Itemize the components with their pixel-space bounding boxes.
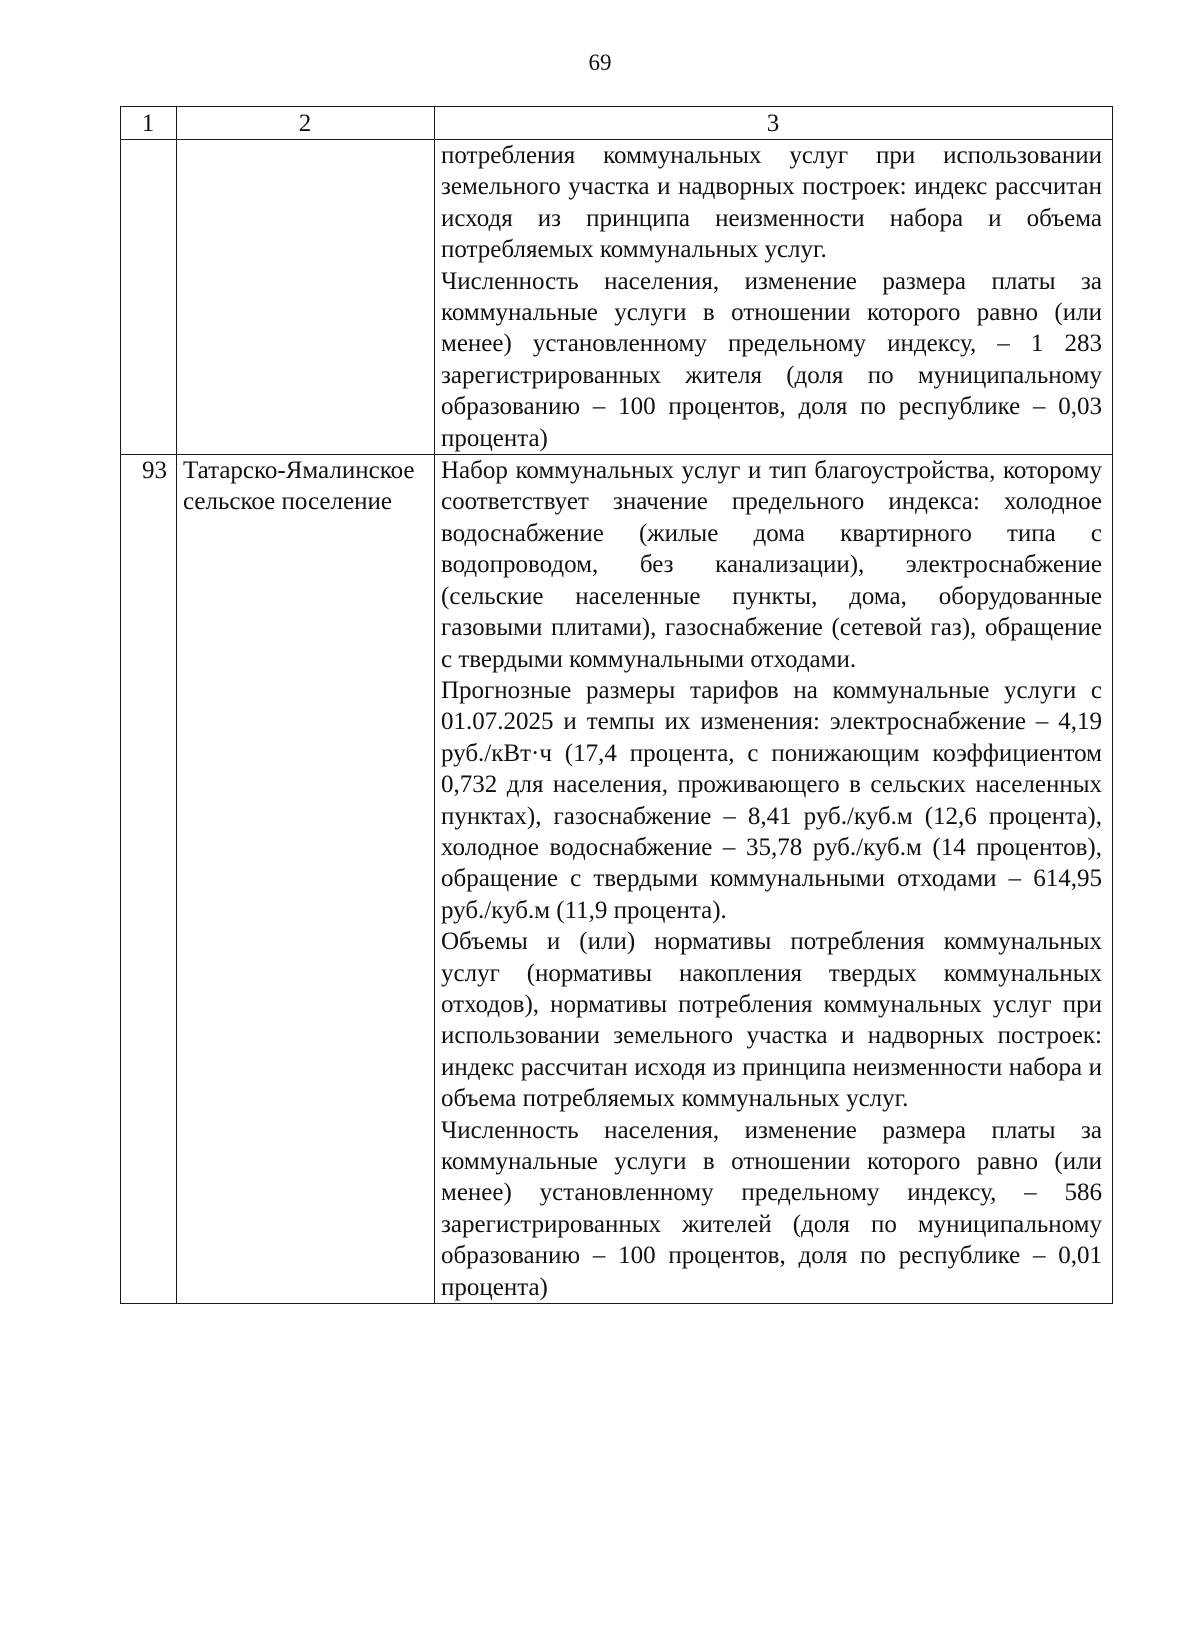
description-paragraph: Набор коммунальных услуг и тип благоустройства, которому соответствует значение предельного индекса: холодное водоснабжение (жилые дома квартирного типа с водопроводом, без канализации), электроснабжение (сельские населенные пункты, дома, оборудованные газовыми плитами), газоснабжение (сетевой газ), обращение с твердыми коммунальными отходами. bbox=[441, 457, 1102, 673]
table-row-continuation bbox=[121, 140, 1113, 455]
table-header-row bbox=[121, 107, 1113, 140]
description-cell bbox=[435, 455, 1113, 1304]
column-header-1: 1 bbox=[121, 107, 177, 140]
description-paragraph: Численность населения, изменение размера платы за коммунальные услуги в отношении которого равно (или менее) установленному предельному индексу, – 586 зарегистрированных жителей (доля по муниципальному образованию – 100 процентов, доля по республике – 0,01 процента) bbox=[441, 1116, 1102, 1301]
description-paragraph: Прогнозные размеры тарифов на коммунальные услуги с 01.07.2025 и темпы их изменения: электроснабжение – 4,19 руб./кВт·ч (17,4 процента, с понижающим коэффициентом 0,732 для населения, проживающего в сельских населенных пунктах), газоснабжение – 8,41 руб./куб.м (12,6 процента), холодное водоснабжение – 35,78 руб./куб.м (14 процентов), обращение с твердыми коммунальными отходами – 614,95 руб./куб.м (11,9 процента). bbox=[441, 676, 1102, 924]
row-number-cell: 93 bbox=[121, 455, 177, 1304]
description-cell bbox=[435, 140, 1113, 455]
settlement-name-cell: Татарско-Ямалинское сельское поселение bbox=[177, 455, 435, 1304]
description-paragraph: Объемы и (или) нормативы потребления коммунальных услуг (нормативы накопления твердых коммунальных отходов), нормативы потребления коммунальных услуг при использовании земельного участка и надворных построек: индекс рассчитан исходя из принципа неизменности набора и объема потребляемых коммунальных услуг. bbox=[441, 928, 1102, 1113]
page-number: 69 bbox=[588, 50, 612, 75]
table-row-93 bbox=[121, 455, 1113, 1304]
column-header-3: 3 bbox=[435, 107, 1113, 140]
data-table bbox=[120, 106, 1113, 1304]
description-paragraph: Численность населения, изменение размера платы за коммунальные услуги в отношении которого равно (или менее) установленному предельному индексу, – 1 283 зарегистрированных жителя (доля по муниципальному образованию – 100 процентов, доля по республике – 0,03 процента) bbox=[441, 267, 1102, 452]
row-number-cell bbox=[121, 140, 177, 455]
column-header-2: 2 bbox=[177, 107, 435, 140]
description-paragraph: потребления коммунальных услуг при использовании земельного участка и надворных построек: индекс рассчитан исходя из принципа неизменности набора и объема потребляемых коммунальных услуг. bbox=[441, 142, 1102, 264]
settlement-name-cell bbox=[177, 140, 435, 455]
